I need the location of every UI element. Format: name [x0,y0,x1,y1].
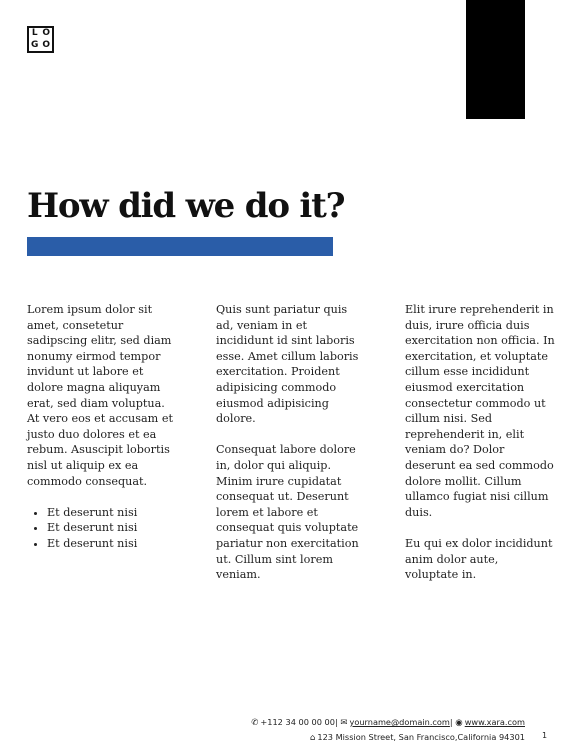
paragraph: Elit irure reprehenderit in duis, irure officia duis exercitation non officia. In exercitation, et voluptate cillum esse incididunt eiusmod exercitation consectetur commodo ut cillum nisi. Sed reprehenderit in, elit veniam do? Dolor deserunt ea sed commodo dolore mollit. Cillum ullamco fugiat nisi cillum duis. [405,303,555,519]
text-column-1 [27,302,177,552]
logo-letter: O [42,28,51,39]
page-title: How did we do it? [27,186,345,226]
list-item: • Et deserunt nisi [47,505,177,521]
footer-website-link[interactable]: www.xara.com [464,717,525,727]
home-icon: ⌂ [309,733,316,743]
list-item: • Et deserunt nisi [47,536,177,552]
logo-letter: L [31,28,38,39]
phone-icon: ✆ [251,718,259,728]
text-column-3 [405,302,555,598]
text-column-2 [216,302,366,598]
decorative-black-bar [466,0,525,119]
logo-letter: O [42,39,51,50]
list-item: • Et deserunt nisi [47,520,177,536]
logo [27,26,54,53]
paragraph: Eu qui ex dolor incididunt anim dolor aute, voluptate in. [405,536,553,582]
footer-address: 123 Mission Street, San Francisco,California 94301 [317,732,525,742]
logo-letter: G [31,39,39,50]
footer-line-2 [251,730,525,745]
page-number: 1 [542,731,548,740]
paragraph: Quis sunt pariatur quis ad, veniam in et incididunt id sint laboris esse. Amet cillum laboris exercitation. Proident adipisicing commodo eiusmod adipisicing dolore. [216,303,359,426]
footer-line-1: ✆ +112 34 00 00 00| ✉ yourname@domain.com| ◉ www.xara.com [251,717,525,728]
paragraph: Lorem ipsum dolor sit amet, consetetur sadipscing elitr, sed diam nonumy eirmod tempor invidunt ut labore et dolore magna aliquyam erat, sed diam voluptua. At vero eos et accusam et justo duo dolores et ea rebum. Asuscipit lobortis nisl ut aliquip ex ea commodo consequat. [27,303,173,488]
envelope-icon: ✉ [340,718,348,728]
paragraph: Consequat labore dolore in, dolor qui aliquip. Minim irure cupidatat consequat ut. Deserunt lorem et labore et consequat quis voluptate pariatur non exercitation ut. Cillum sint lorem veniam. [216,443,359,582]
footer-phone: +112 34 00 00 00 [260,717,335,727]
globe-icon: ◉ [455,718,463,728]
footer-contact [251,715,525,745]
accent-bar [27,237,333,256]
footer-email-link[interactable]: yourname@domain.com [349,717,450,727]
bullet-list [27,505,177,552]
